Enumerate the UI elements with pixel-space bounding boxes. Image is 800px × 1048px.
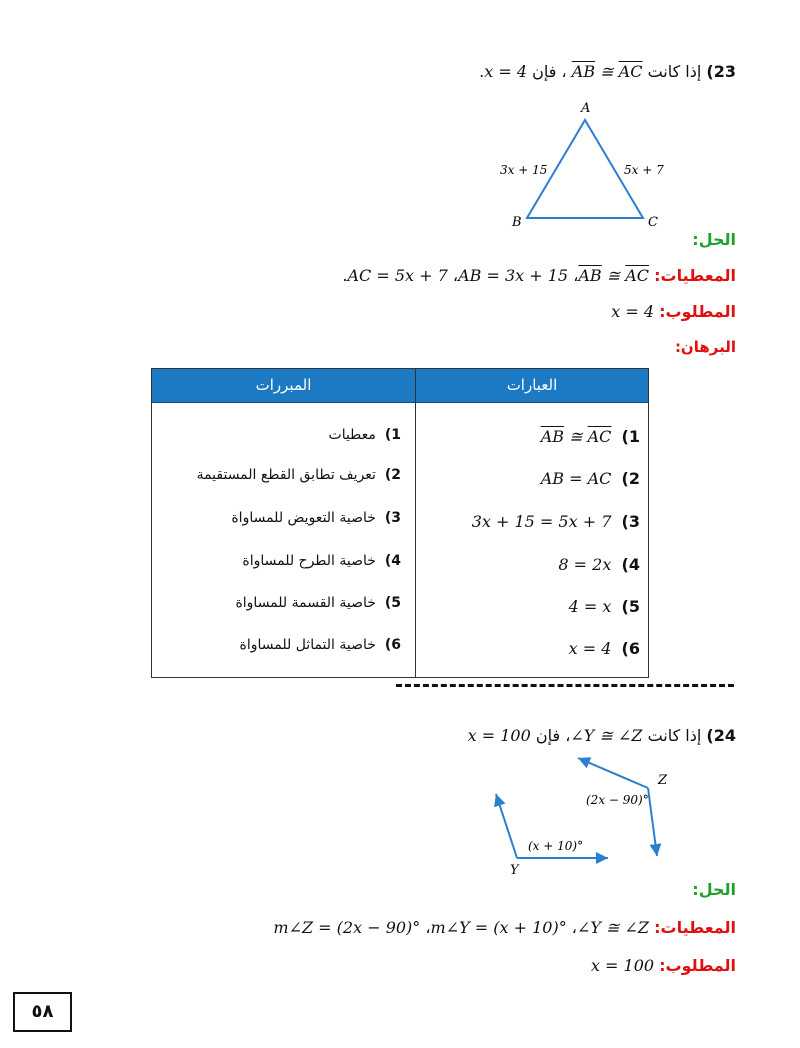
table-row-reason: 1) معطيات — [328, 427, 401, 443]
problem-24-statement — [468, 726, 736, 745]
header-statements: العبارات — [416, 369, 648, 403]
required-label: المطلوب: — [659, 956, 736, 975]
ray-y-upper — [496, 794, 517, 858]
table-row-statement: 5) 4 = x — [568, 597, 640, 616]
given-3: m∠Z = (2x − 90)° — [273, 918, 421, 937]
required-line — [591, 956, 736, 975]
column-separator — [415, 369, 416, 677]
condition: ∠Y ≅ ∠Z — [570, 726, 643, 745]
if-text: إذا كانت — [647, 62, 702, 81]
proof-table — [151, 368, 649, 678]
given-eq2: AC = 5x + 7 — [347, 266, 448, 285]
table-row-statement: 1) $\overline{AB}$ ≅ $\overline{AC}$ — [540, 427, 640, 446]
then-text: ، فإن — [535, 726, 571, 745]
problem-number: 23) — [706, 62, 736, 81]
table-row-statement: 2) AB = AC — [540, 469, 640, 488]
angle-y-label: (x + 10)° — [528, 839, 584, 853]
required-label: المطلوب: — [659, 302, 736, 321]
given-line: المعطيات: ∠Y ≅ ∠Z، m∠Y = (x + 10)°، m∠Z = (2x − 90)° — [273, 918, 736, 937]
section-divider — [396, 684, 734, 690]
table-row-reason: 4) خاصية الطرح للمساواة — [242, 553, 401, 569]
side-ab-label: 3x + 15 — [500, 163, 548, 177]
table-row-statement: 4) 8 = 2x — [558, 555, 640, 574]
given-1: ∠Y ≅ ∠Z — [576, 918, 650, 937]
triangle-figure — [490, 96, 690, 236]
table-row-statement: 6) x = 4 — [568, 639, 640, 658]
vertex-b-label: B — [512, 215, 522, 230]
table-row-reason: 3) خاصية التعويض للمساواة — [231, 510, 401, 526]
result: x = 4 — [484, 62, 528, 81]
table-row-reason: 6) خاصية التماثل للمساواة — [239, 637, 401, 653]
given-2: m∠Y = (x + 10)° — [430, 918, 567, 937]
angles-figure — [470, 748, 690, 878]
solution-label: الحل: — [692, 880, 736, 899]
required-value: x = 4 — [611, 302, 655, 321]
side-ac-label: 5x + 7 — [624, 163, 664, 177]
problem-number: 24) — [706, 726, 736, 745]
page-number: ٥٨ — [13, 992, 72, 1032]
if-text: إذا كانت — [647, 726, 702, 745]
given-label: المعطيات: — [654, 918, 736, 937]
vertex-a-label: A — [581, 101, 591, 116]
required-line — [611, 302, 736, 321]
given-line: المعطيات: $\overline{AB}$ ≅ $\overline{AC}،$ AB = 3x + 15، AC = 5x + 7. — [342, 266, 736, 285]
then-text: ، فإن — [532, 62, 567, 81]
solution-label: الحل: — [692, 230, 736, 249]
vertex-z-label: Z — [658, 773, 668, 788]
given-congruence: $\overline{AB}$ ≅ $\overline{AC}$ — [578, 266, 650, 285]
ray-z-upper — [578, 758, 648, 788]
angle-z-label: (2x − 90)° — [586, 793, 649, 807]
table-row-statement: 3) 3x + 15 = 5x + 7 — [471, 512, 640, 531]
ray-z-lower — [648, 788, 657, 856]
header-reasons: المبررات — [152, 369, 415, 403]
problem-23-statement: 23) إذا كانت $\overline{AB}$ ≅ $\overline{AC}$ ، فإن x = 4. — [479, 62, 736, 81]
table-row-reason: 5) خاصية القسمة للمساواة — [235, 595, 401, 611]
given-label: المعطيات: — [654, 266, 736, 285]
result: x = 100 — [467, 726, 531, 745]
required-value: x = 100 — [590, 956, 655, 975]
table-row-reason: 2) تعريف تطابق القطع المستقيمة — [196, 467, 401, 483]
vertex-c-label: C — [648, 215, 658, 230]
vertex-y-label: Y — [510, 863, 519, 878]
proof-label: البرهان: — [674, 338, 736, 356]
given-eq1: AB = 3x + 15 — [458, 266, 569, 285]
condition: $\overline{AB}$ ≅ $\overline{AC}$ — [571, 62, 643, 81]
